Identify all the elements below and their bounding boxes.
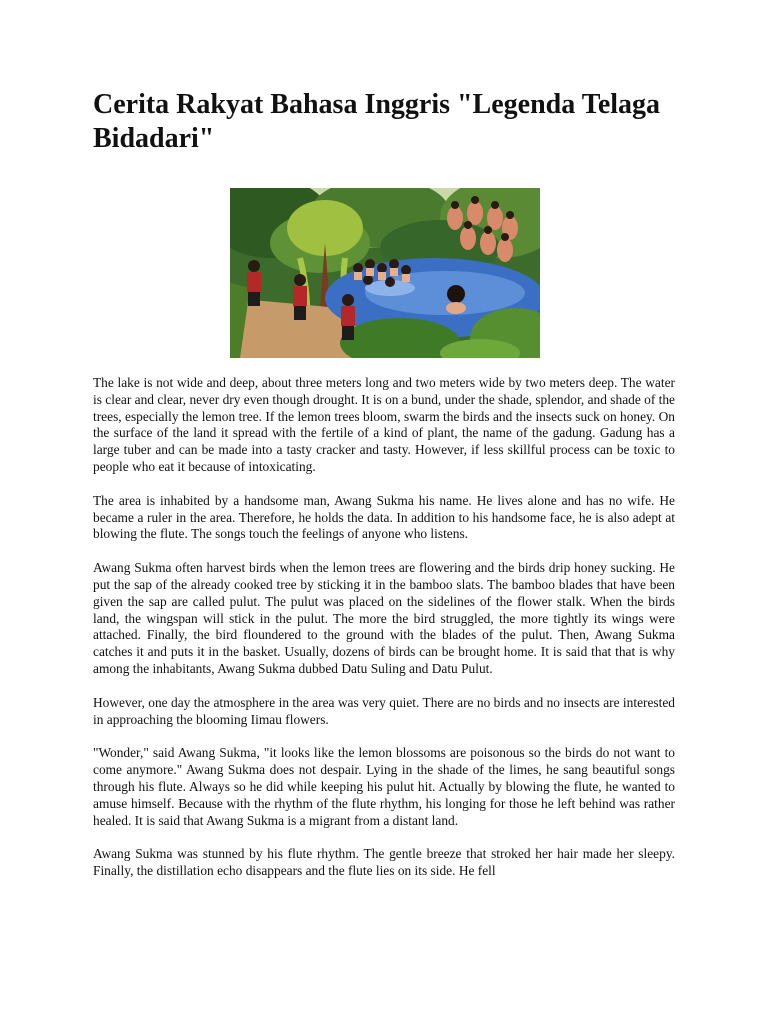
story-illustration	[230, 188, 540, 358]
forest-lake-illustration	[230, 188, 540, 358]
paragraph-5: "Wonder," said Awang Sukma, "it looks like the lemon blossoms are poisonous so the birds do not want to come anymore." Awang Sukma does not despair. Lying in the shade of the limes, he sang beautiful songs through his flute. Always so he did while keeping his pulut hit. Actually by blowing the flute, he wanted to amuse himself. Because with the rhythm of the flute rhythm, his longing for those he left behind was rather healed. It is said that Awang Sukma is a migrant from a distant land.	[93, 745, 675, 828]
paragraph-3: Awang Sukma often harvest birds when the lemon trees are flowering and the birds drip honey sucking. He put the sap of the already cooked tree by sticking it in the bamboo slats. The bamboo blades that have been given the sap are called pulut. The pulut was placed on the sidelines of the flower stalk. When the birds land, the wingspan will stick in the pulut. The more the bird struggled, the more tightly its wings were attached. Finally, the bird floundered to the ground with the blades of the pulut. Then, Awang Sukma catches it and puts it in the basket. Usually, dozens of birds can be brought home. It is said that that is why among the inhabitants, Awang Sukma dubbed Datu Suling and Datu Pulut.	[93, 560, 675, 676]
story-body	[93, 375, 675, 897]
paragraph-1: The lake is not wide and deep, about three meters long and two meters wide by two meters deep. The water is clear and clear, never dry even though drought. It is on a bund, under the shade, splendor, and shade of the trees, especially the lemon tree. If the lemon trees bloom, swarm the birds and the insects suck on honey. On the surface of the land it spread with the fertile of a kind of plant, the name of the gadung. Gadung has a large tuber and can be made into a tasty cracker and tasty. However, if less skillful process can be toxic to people who eat it because of intoxicating.	[93, 375, 675, 474]
paragraph-6: Awang Sukma was stunned by his flute rhythm. The gentle breeze that stroked her hair made her sleepy. Finally, the distillation echo disappears and the flute lies on its side. He fell	[93, 846, 675, 879]
page-title: Cerita Rakyat Bahasa Inggris "Legenda Telaga Bidadari"	[93, 89, 661, 154]
paragraph-4: However, one day the atmosphere in the area was very quiet. There are no birds and no insects are interested in approaching the blooming Iimau flowers.	[93, 694, 675, 727]
paragraph-2: The area is inhabited by a handsome man, Awang Sukma his name. He lives alone and has no wife. He became a ruler in the area. Therefore, he holds the data. In addition to his handsome face, he is also adept at blowing the flute. The songs touch the feelings of anyone who listens.	[93, 492, 675, 542]
